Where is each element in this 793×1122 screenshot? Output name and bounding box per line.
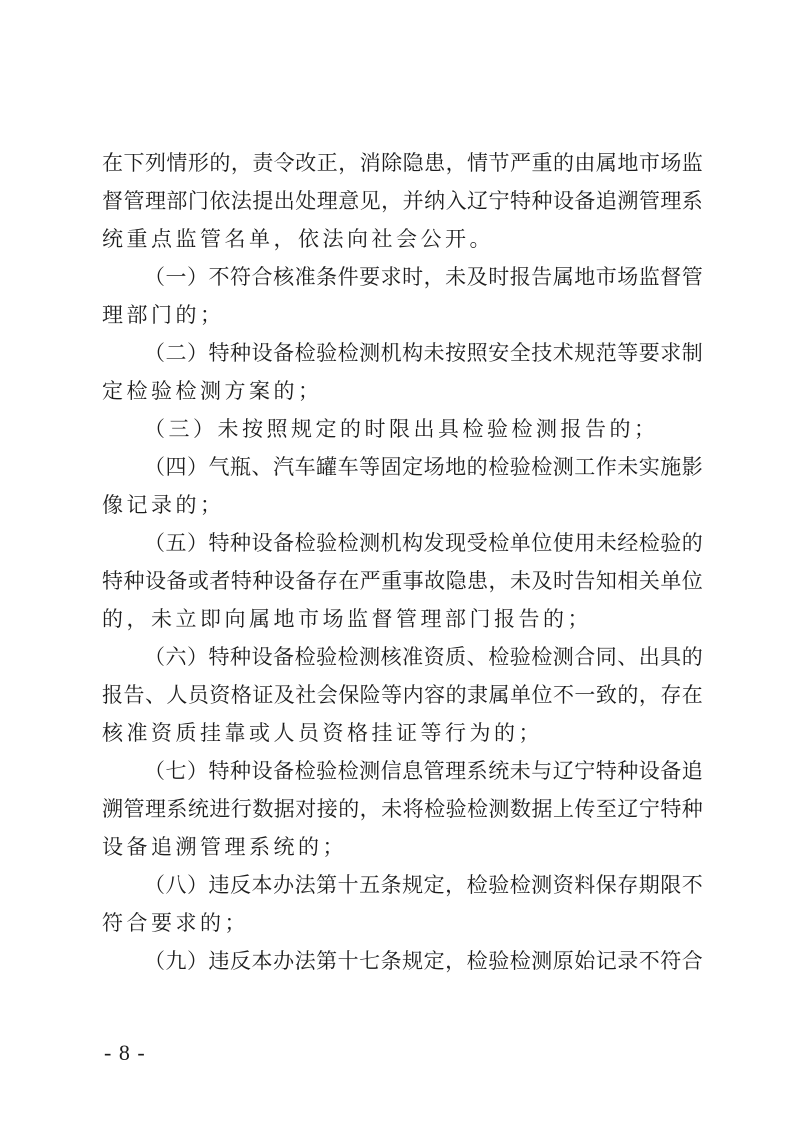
- doc-line-item-5: （五）特种设备检验检测机构发现受检单位使用未经检验的: [144, 531, 703, 555]
- doc-line-item-6: （六）特种设备检验检测核准资质、检验检测合同、出具的: [144, 645, 703, 669]
- doc-line: 设备追溯管理系统的；: [102, 835, 347, 859]
- document-body: [102, 144, 703, 980]
- doc-line: 像记录的；: [102, 493, 225, 517]
- doc-line: 的，未立即向属地市场监督管理部门报告的；: [102, 607, 592, 631]
- doc-line: 特种设备或者特种设备存在严重事故隐患，未及时告知相关单位: [102, 569, 703, 593]
- doc-line: 在下列情形的，责令改正，消除隐患，情节严重的由属地市场监: [102, 151, 703, 175]
- doc-line-item-7: （七）特种设备检验检测信息管理系统未与辽宁特种设备追: [144, 759, 703, 783]
- doc-line-item-1: （一）不符合核准条件要求时，未及时报告属地市场监督管: [144, 265, 703, 289]
- doc-line: 核准资质挂靠或人员资格挂证等行为的；: [102, 721, 543, 745]
- doc-line-item-4: （四）气瓶、汽车罐车等固定场地的检验检测工作未实施影: [144, 455, 703, 479]
- doc-line: 符合要求的；: [102, 911, 249, 935]
- doc-line: 溯管理系统进行数据对接的，未将检验检测数据上传至辽宁特种: [102, 797, 703, 821]
- doc-line-item-9: （九）违反本办法第十七条规定，检验检测原始记录不符合: [144, 949, 703, 973]
- doc-line-item-3: （三）未按照规定的时限出具检验检测报告的；: [144, 417, 659, 441]
- doc-line: 报告、人员资格证及社会保险等内容的隶属单位不一致的，存在: [102, 683, 703, 707]
- doc-line: 理部门的；: [102, 303, 225, 327]
- doc-line-item-8: （八）违反本办法第十五条规定，检验检测资料保存期限不: [144, 873, 703, 897]
- doc-line-item-2: （二）特种设备检验检测机构未按照安全技术规范等要求制: [144, 341, 703, 365]
- doc-line: 统重点监管名单，依法向社会公开。: [102, 227, 494, 251]
- page-number: - 8 -: [104, 1040, 146, 1065]
- doc-line: 督管理部门依法提出处理意见，并纳入辽宁特种设备追溯管理系: [102, 189, 703, 213]
- doc-line: 定检验检测方案的；: [102, 379, 323, 403]
